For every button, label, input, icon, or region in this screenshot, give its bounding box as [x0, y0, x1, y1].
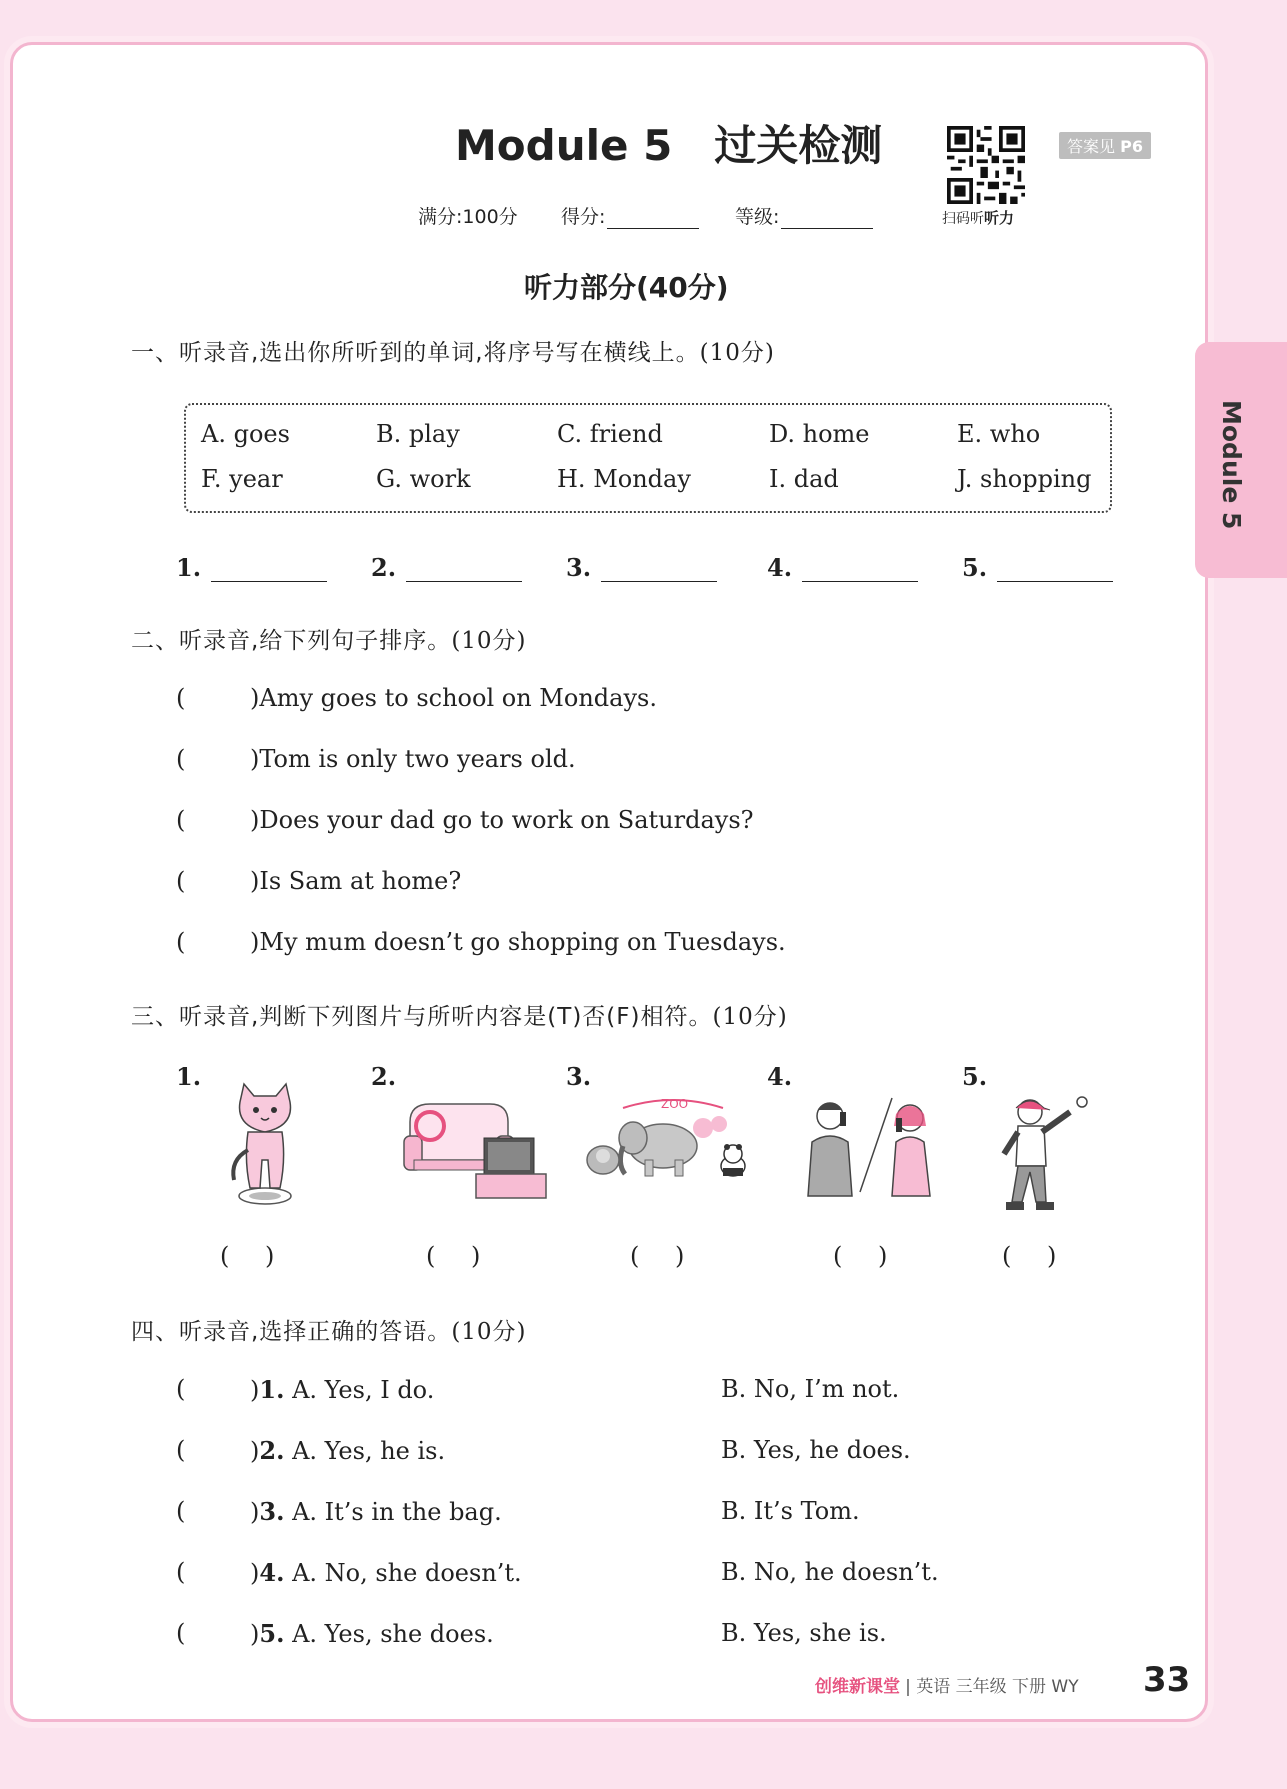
order-paren-open[interactable]: ( — [176, 806, 186, 834]
choice-paren-open[interactable]: ( — [176, 1497, 186, 1525]
score-field: 得分: — [561, 202, 699, 229]
sentence-5: )My mum doesn’t go shopping on Tuesdays. — [250, 928, 786, 956]
option-b-1: B. No, I’m not. — [721, 1375, 900, 1403]
picture-number-5: 5. — [962, 1062, 988, 1091]
word-option: B. play — [376, 420, 460, 448]
word-option: E. who — [957, 420, 1041, 448]
question-4-heading: 四、听录音,选择正确的答语。(10分) — [131, 1319, 527, 1345]
word-option: D. home — [769, 420, 870, 448]
module-side-tab: Module 5 — [1195, 342, 1287, 578]
choice-paren-open[interactable]: ( — [176, 1558, 186, 1586]
order-paren-open[interactable]: ( — [176, 684, 186, 712]
answer-blank-3[interactable]: 3. — [566, 553, 717, 582]
picture-number-2: 2. — [371, 1062, 397, 1091]
sentence-1: )Amy goes to school on Mondays. — [250, 684, 657, 712]
tf-answer-paren-5[interactable]: ( ) — [1002, 1242, 1057, 1270]
listening-section-title: 听力部分(40分) — [524, 271, 729, 304]
order-paren-open[interactable]: ( — [176, 745, 186, 773]
question-4-item-3: )3. A. It’s in the bag. — [250, 1497, 502, 1526]
word-option: H. Monday — [557, 465, 691, 493]
sentence-3: )Does your dad go to work on Saturdays? — [250, 806, 754, 834]
page-number: 33 — [1143, 1660, 1191, 1700]
question-4-item-4: )4. A. No, she doesn’t. — [250, 1558, 522, 1587]
picture-number-1: 1. — [176, 1062, 202, 1091]
option-b-3: B. It’s Tom. — [721, 1497, 860, 1525]
sofa-tv-picture — [400, 1082, 550, 1202]
choice-paren-open[interactable]: ( — [176, 1375, 186, 1403]
word-option: A. goes — [201, 420, 290, 448]
order-paren-open[interactable]: ( — [176, 867, 186, 895]
tf-answer-paren-2[interactable]: ( ) — [426, 1242, 481, 1270]
question-4-item-2: )2. A. Yes, he is. — [250, 1436, 446, 1465]
zoo-picture — [583, 1094, 763, 1186]
question-1-heading: 一、听录音,选出你所听到的单词,将序号写在横线上。(10分) — [131, 340, 775, 366]
picture-number-4: 4. — [767, 1062, 793, 1091]
grade-field: 等级: — [735, 202, 873, 229]
page-title: Module 5 过关检测 — [455, 121, 883, 170]
option-b-5: B. Yes, she is. — [721, 1619, 887, 1647]
word-option: J. shopping — [957, 465, 1092, 493]
boy-ball-picture — [990, 1090, 1090, 1220]
question-4-item-5: )5. A. Yes, she does. — [250, 1619, 494, 1648]
cat-picture — [220, 1080, 310, 1210]
tf-answer-paren-4[interactable]: ( ) — [833, 1242, 888, 1270]
qr-caption: 扫码听听力 — [942, 209, 1015, 227]
word-option: I. dad — [769, 465, 839, 493]
option-b-4: B. No, he doesn’t. — [721, 1558, 939, 1586]
footer-book-info: 创维新课堂 | 英语 三年级 下册 WY — [815, 1677, 1079, 1697]
tf-answer-paren-1[interactable]: ( ) — [220, 1242, 275, 1270]
option-b-2: B. Yes, he does. — [721, 1436, 911, 1464]
word-option: C. friend — [557, 420, 663, 448]
order-paren-open[interactable]: ( — [176, 928, 186, 956]
answer-blank-2[interactable]: 2. — [371, 553, 522, 582]
answer-reference-tag: 答案见 P6 — [1059, 132, 1151, 159]
tf-answer-paren-3[interactable]: ( ) — [630, 1242, 685, 1270]
sentence-2: )Tom is only two years old. — [250, 745, 576, 773]
picture-number-3: 3. — [566, 1062, 592, 1091]
qr-code-icon — [947, 126, 1025, 204]
choice-paren-open[interactable]: ( — [176, 1619, 186, 1647]
answer-blank-5[interactable]: 5. — [962, 553, 1113, 582]
phone-call-picture — [800, 1092, 940, 1200]
question-2-heading: 二、听录音,给下列句子排序。(10分) — [131, 628, 527, 654]
sentence-4: )Is Sam at home? — [250, 867, 462, 895]
question-3-heading: 三、听录音,判断下列图片与所听内容是(T)否(F)相符。(10分) — [131, 1004, 788, 1030]
full-score: 满分:100分 — [418, 206, 518, 228]
question-4-item-1: )1. A. Yes, I do. — [250, 1375, 435, 1404]
zoo-sign-text: ZOO — [661, 1097, 689, 1111]
choice-paren-open[interactable]: ( — [176, 1436, 186, 1464]
word-option: F. year — [201, 465, 283, 493]
answer-blank-4[interactable]: 4. — [767, 553, 918, 582]
word-option: G. work — [376, 465, 471, 493]
answer-blank-1[interactable]: 1. — [176, 553, 327, 582]
